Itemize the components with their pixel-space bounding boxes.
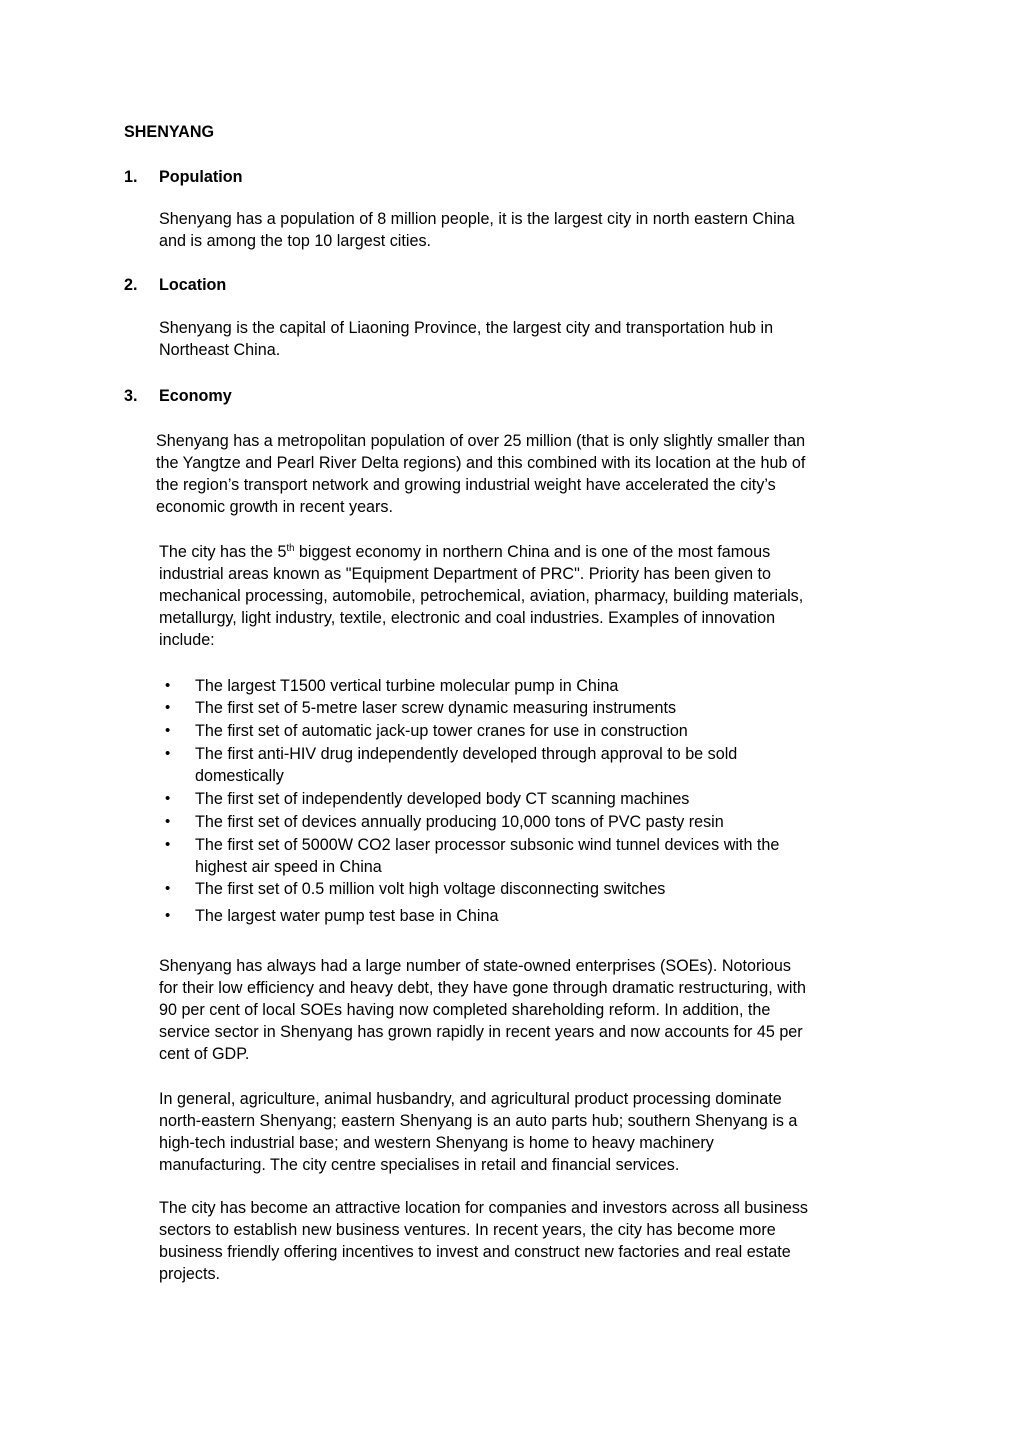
list-item xyxy=(195,675,618,697)
text-line: the region’s transport network and growing industrial weight have accelerated the city’s xyxy=(156,475,776,494)
text-line: mechanical processing, automobile, petrochemical, aviation, pharmacy, building materials, xyxy=(159,586,804,605)
location-paragraph xyxy=(159,317,773,361)
list-item xyxy=(195,811,724,833)
text-line: The largest water pump test base in China xyxy=(195,906,499,925)
text-line: north-eastern Shenyang; eastern Shenyang is an auto parts hub; southern Shenyang is a xyxy=(159,1111,798,1130)
section-heading-population: Population xyxy=(159,167,243,186)
list-item xyxy=(195,834,779,878)
population-paragraph xyxy=(159,208,795,252)
economy-paragraph-1 xyxy=(156,430,805,518)
text-line: The first set of automatic jack-up tower cranes for use in construction xyxy=(195,721,688,740)
text-line: The first set of 0.5 million volt high voltage disconnecting switches xyxy=(195,879,666,898)
text-line: The first set of 5-metre laser screw dynamic measuring instruments xyxy=(195,698,677,717)
bullet-icon: • xyxy=(165,745,171,762)
economy-paragraph-5 xyxy=(159,1197,808,1285)
text-line: The first anti-HIV drug independently developed through approval to be sold xyxy=(195,744,738,763)
text-line: sectors to establish new business ventures. In recent years, the city has become more xyxy=(159,1220,776,1239)
text-line: Northeast China. xyxy=(159,340,281,359)
list-item xyxy=(195,905,498,927)
section-heading-location: Location xyxy=(159,275,227,294)
bullet-icon: • xyxy=(165,699,171,716)
text-line: for their low efficiency and heavy debt, they have gone through dramatic restructuring, with xyxy=(159,978,806,997)
text-line: Shenyang has always had a large number of state-owned enterprises (SOEs). Notorious xyxy=(159,956,791,975)
text-line: manufacturing. The city centre specialises in retail and financial services. xyxy=(159,1155,680,1174)
text-line: and is among the top 10 largest cities. xyxy=(159,231,432,250)
text-line: industrial areas known as "Equipment Department of PRC". Priority has been given to xyxy=(159,564,772,583)
text-line: metallurgy, light industry, textile, electronic and coal industries. Examples of innovation xyxy=(159,608,776,627)
section-number: 1. xyxy=(124,167,138,186)
document-title: SHENYANG xyxy=(124,122,215,141)
text-line: economic growth in recent years. xyxy=(156,497,393,516)
text-line: Shenyang has a metropolitan population of over 25 million (that is only slightly smaller than xyxy=(156,431,806,450)
text-line: domestically xyxy=(195,766,284,785)
text-line: 90 per cent of local SOEs having now completed shareholding reform. In addition, the xyxy=(159,1000,771,1019)
section-heading-economy: Economy xyxy=(159,386,232,405)
bullet-icon: • xyxy=(165,677,171,694)
text-line: cent of GDP. xyxy=(159,1044,250,1063)
text-line: The largest T1500 vertical turbine molecular pump in China xyxy=(195,676,619,695)
text-line: Shenyang has a population of 8 million people, it is the largest city in north eastern China xyxy=(159,209,795,228)
bullet-icon: • xyxy=(165,790,171,807)
text-line: the Yangtze and Pearl River Delta regions) and this combined with its location at the hub of xyxy=(156,453,806,472)
text-line: Shenyang is the capital of Liaoning Province, the largest city and transportation hub in xyxy=(159,318,774,337)
text-line: The city has become an attractive location for companies and investors across all business xyxy=(159,1198,809,1217)
list-item xyxy=(195,743,737,787)
text-segment: biggest economy in northern China and is one of the most famous xyxy=(294,542,771,561)
economy-paragraph-4 xyxy=(159,1088,797,1176)
bullet-icon: • xyxy=(165,836,171,853)
superscript: th xyxy=(286,543,295,554)
text-line: service sector in Shenyang has grown rapidly in recent years and now accounts for 45 per xyxy=(159,1022,803,1041)
text-line: The first set of 5000W CO2 laser processor subsonic wind tunnel devices with the xyxy=(195,835,780,854)
text-line xyxy=(159,541,803,563)
economy-paragraph-3 xyxy=(159,955,806,1065)
text-line: In general, agriculture, animal husbandry, and agricultural product processing dominate xyxy=(159,1089,782,1108)
text-line: business friendly offering incentives to invest and construct new factories and real estate xyxy=(159,1242,791,1261)
text-line: The first set of independently developed body CT scanning machines xyxy=(195,789,690,808)
list-item xyxy=(195,720,688,742)
text-line: highest air speed in China xyxy=(195,857,382,876)
section-number: 2. xyxy=(124,275,138,294)
bullet-icon: • xyxy=(165,907,171,924)
text-line: high-tech industrial base; and western Shenyang is home to heavy machinery xyxy=(159,1133,714,1152)
bullet-icon: • xyxy=(165,880,171,897)
text-segment: The city has the 5 xyxy=(159,542,287,561)
text-line: include: xyxy=(159,630,215,649)
text-line: The first set of devices annually producing 10,000 tons of PVC pasty resin xyxy=(195,812,724,831)
bullet-icon: • xyxy=(165,813,171,830)
list-item xyxy=(195,878,665,900)
list-item xyxy=(195,697,676,719)
section-number: 3. xyxy=(124,386,138,405)
list-item xyxy=(195,788,689,810)
bullet-icon: • xyxy=(165,722,171,739)
text-line: projects. xyxy=(159,1264,221,1283)
economy-paragraph-2 xyxy=(159,541,803,651)
